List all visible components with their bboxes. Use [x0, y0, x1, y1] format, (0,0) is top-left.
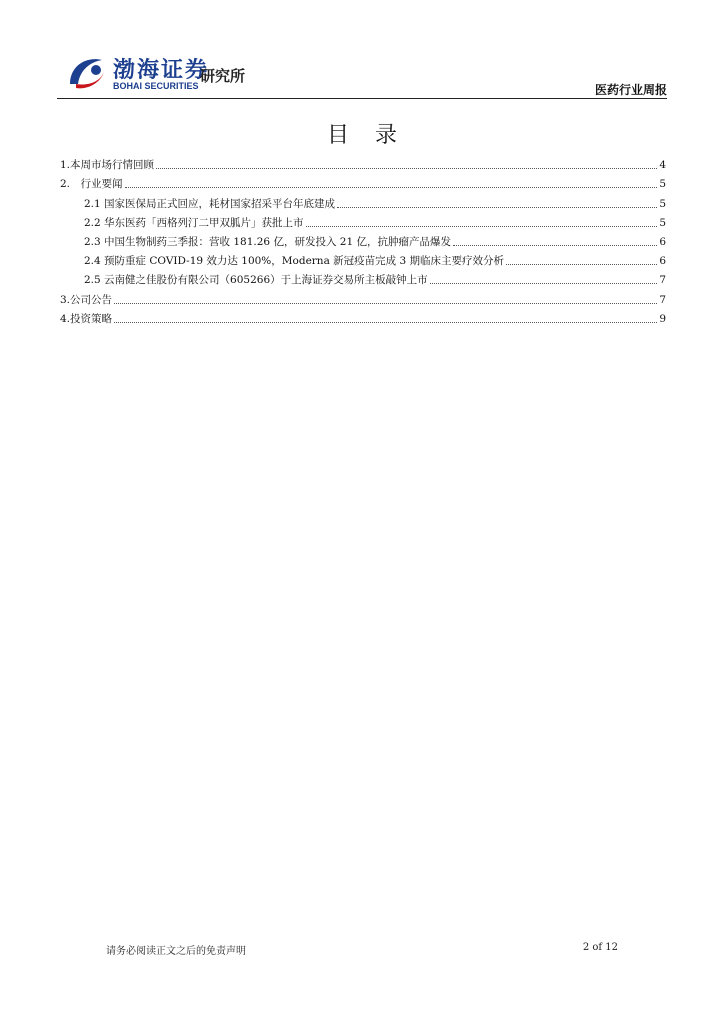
footer-page-number: 2 of 12 [582, 942, 618, 953]
toc-entry-page: 5 [659, 216, 666, 229]
toc-entry[interactable] [60, 249, 666, 268]
toc-entry[interactable] [60, 153, 666, 172]
toc-leader-dots [125, 187, 658, 188]
toc-entry[interactable] [60, 307, 666, 326]
brand-name-en: BOHAI SECURITIES [113, 81, 199, 91]
toc-entry[interactable] [60, 287, 666, 306]
toc-leader-dots [337, 207, 657, 208]
toc-entry[interactable] [60, 172, 666, 191]
toc-entry-page: 7 [659, 274, 666, 287]
toc-entry[interactable] [60, 191, 666, 210]
page-header [0, 0, 724, 100]
toc-entry-text: 2.5 云南健之佳股份有限公司（605266）于上海证券交易所主板敲钟上市 [84, 274, 428, 287]
institute-label: 研究所 [200, 67, 246, 85]
toc-entry-page: 4 [659, 159, 666, 172]
toc-entry-page: 6 [659, 255, 666, 268]
toc-entry-page: 9 [659, 312, 666, 325]
toc-leader-dots [156, 168, 657, 169]
toc-entry-text: 2.1 国家医保局正式回应，耗材国家招采平台年底建成 [84, 197, 336, 210]
footer-disclaimer: 请务必阅读正文之后的免责声明 [106, 946, 246, 957]
toc-entry-text: 2.3 中国生物制药三季报：营收 181.26 亿，研发投入 21 亿，抗肿瘤产品爆发 [84, 235, 451, 248]
bohai-logo-icon [66, 54, 108, 92]
toc-entry-page: 7 [659, 293, 666, 306]
toc-entry-text: 4.投资策略 [60, 312, 113, 325]
toc-entry-page: 6 [659, 235, 666, 248]
brand-name-cn: 渤海证券 [113, 57, 210, 83]
toc-leader-dots [453, 245, 657, 246]
toc-leader-dots [114, 303, 657, 304]
toc-entry-text: 2. 行业要闻 [60, 178, 123, 191]
toc-leader-dots [114, 322, 657, 323]
toc-leader-dots [506, 264, 657, 265]
toc-entry[interactable] [60, 268, 666, 287]
toc-entry-text: 2.4 预防重症 COVID-19 效力达 100%，Moderna 新冠疫苗完成 3 期临床主要疗效分析 [84, 255, 505, 268]
toc-entry[interactable] [60, 230, 666, 249]
toc-leader-dots [430, 283, 658, 284]
toc-entry-text: 2.2 华东医药「西格列汀二甲双胍片」获批上市 [84, 216, 304, 229]
toc-leader-dots [306, 226, 658, 227]
toc-entry-text: 1.本周市场行情回顾 [60, 159, 155, 172]
toc-title: 目录 [326, 123, 423, 148]
header-divider [57, 98, 667, 99]
toc-entry-text: 3.公司公告 [60, 293, 113, 306]
report-type: 医药行业周报 [594, 83, 667, 97]
toc-entry[interactable] [60, 211, 666, 230]
toc-entry-page: 5 [659, 197, 666, 210]
table-of-contents [60, 153, 666, 326]
toc-entry-page: 5 [659, 178, 666, 191]
